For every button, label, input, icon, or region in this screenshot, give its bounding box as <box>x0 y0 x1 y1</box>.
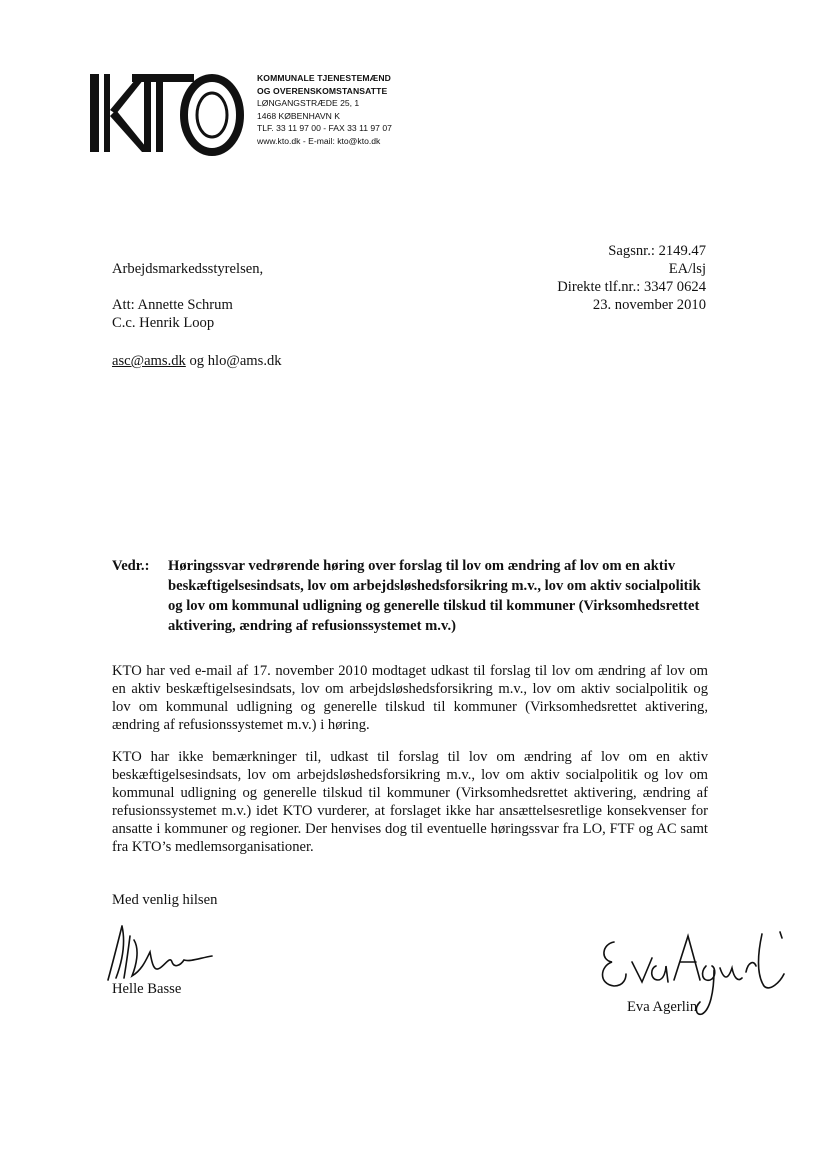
organization-info <box>257 72 487 148</box>
org-city: 1468 KØBENHAVN K <box>257 110 340 121</box>
body-paragraph-2: KTO har ikke bemærkninger til, udkast til forslag til lov om ændring af lov om en aktiv beskæftigelsesindsats, lov om arbejdsløshedsforsikring m.v., lov om aktiv socialpolitik og lov om kommunal udligning og generelle tilskud til kommuner (Virksomhedsrettet aktivering, ændring af refusionssystemet m.v.) idet KTO vurderer, at forslaget ikke har ansættelsesretlige konsekvenser for ansatte i kommuner og regioner. Der henvises dog til eventuelle høringssvar fra LO, FTF og AC samt fra KTO’s medlemsorganisationer. <box>112 749 708 855</box>
org-address: LØNGANGSTRÆDE 25, 1 <box>257 98 360 109</box>
recipient-cc: C.c. Henrik Loop <box>112 315 215 331</box>
email-link-hlo[interactable]: hlo@ams.dk <box>207 353 282 369</box>
signature-helle-basse <box>100 922 218 984</box>
org-name-line1: KOMMUNALE TJENESTEMÆND <box>257 73 391 83</box>
subject-text: Høringssvar vedrørende høring over forslag til lov om ændring af lov om en aktiv beskæftigelsesindsats, lov om arbejdsløshedsforsikring m.v., lov om aktiv socialpolitik og lov om kommunal udligning og generelle tilskud til kommuner (Virksomhedsrettet aktivering, ændring af refusionssystemet m.v.) <box>168 558 701 634</box>
closing-greeting: Med venlig hilsen <box>112 892 218 908</box>
org-phone: TLF. 33 11 97 00 - FAX 33 11 97 07 <box>257 123 392 134</box>
signer-1-name: Helle Basse <box>112 981 182 997</box>
direct-phone: Direkte tlf.nr.: 3347 0624 <box>557 279 706 295</box>
org-web: www.kto.dk - E-mail: kto@kto.dk <box>257 135 381 146</box>
initials: EA/lsj <box>668 261 706 277</box>
signer-2-name: Eva Agerlin <box>627 999 698 1015</box>
recipient-att: Att: Annette Schrum <box>112 297 233 313</box>
recipient-org: Arbejdsmarkedsstyrelsen, <box>112 261 264 277</box>
case-number: Sagsnr.: 2149.47 <box>608 243 706 259</box>
email-link-asc[interactable]: asc@ams.dk <box>112 353 186 369</box>
body-paragraph-1: KTO har ved e-mail af 17. november 2010 modtaget udkast til forslag til lov om ændring af lov om en aktiv beskæftigelsesindsats, lov om arbejdsløshedsforsikring m.v., lov om aktiv socialpolitik og lov om kommunal udligning og generelle tilskud til kommuner (Virksomhedsrettet aktivering, ændring af refusionssystemet m.v.) i høring. <box>112 663 708 733</box>
email-joiner: og <box>189 353 205 369</box>
letter-date: 23. november 2010 <box>592 297 706 313</box>
recipient-emails <box>112 352 282 370</box>
org-name-line2: OG OVERENSKOMSTANSATTE <box>257 85 388 96</box>
subject-label: Vedr.: <box>112 558 150 574</box>
kto-logo <box>88 70 244 156</box>
